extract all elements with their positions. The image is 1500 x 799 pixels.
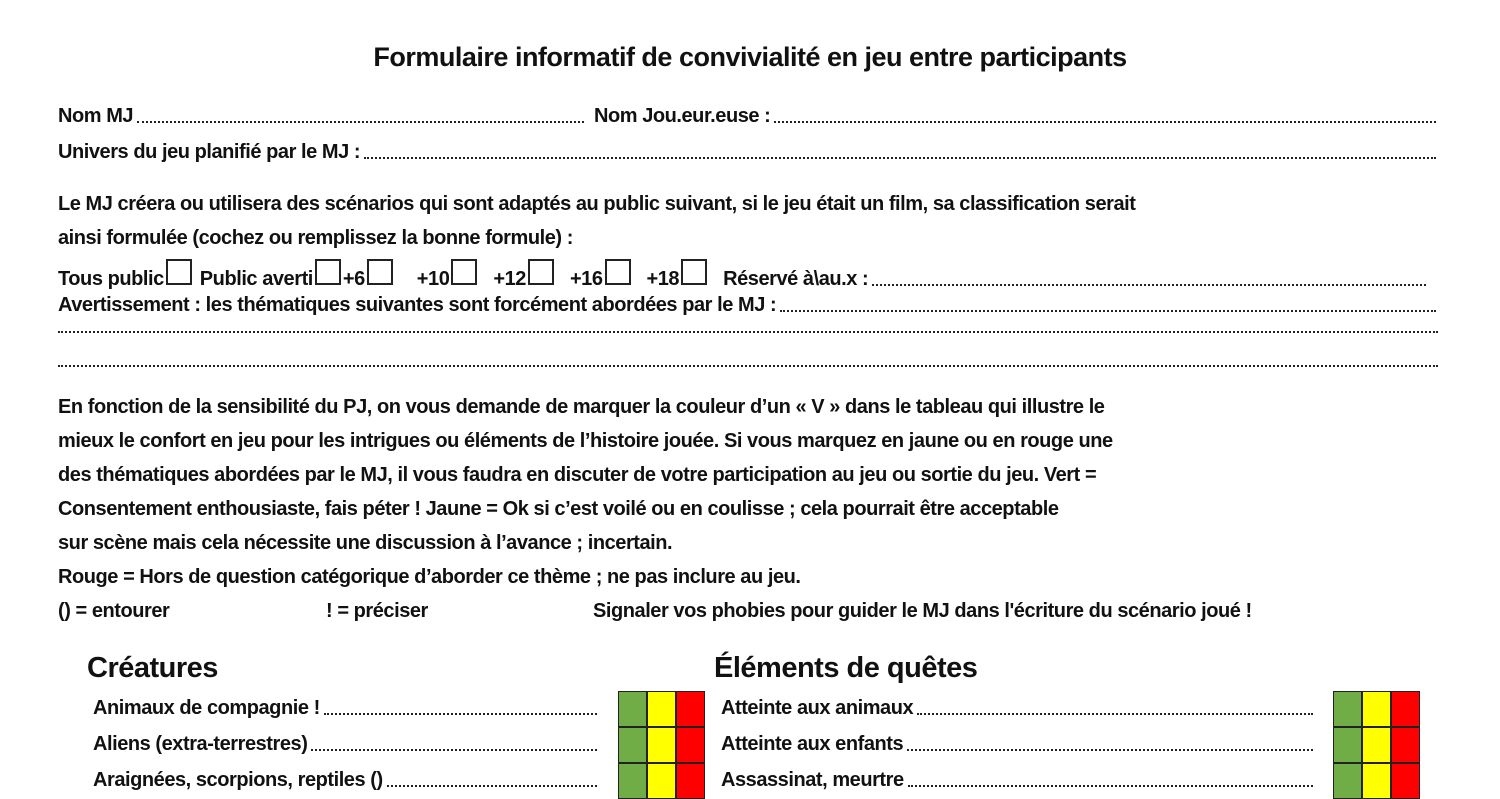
checkbox-plus16[interactable] [605, 259, 631, 285]
univers-field[interactable] [58, 141, 1440, 164]
legend-entourer: () = entourer [58, 600, 170, 622]
yellow-cell[interactable] [647, 691, 676, 727]
theme-label: Assassinat, meurtre [721, 769, 904, 791]
instruction-line: des thématiques abordées par le MJ, il vous faudra en discuter de votre participation au jeu ou sortie du jeu. Vert = [58, 464, 1097, 486]
theme-label: Aliens (extra-terrestres) [93, 733, 308, 755]
rating-label: Tous public [58, 268, 164, 290]
yellow-cell[interactable] [1362, 691, 1391, 727]
rating-label: Public averti [199, 268, 313, 290]
nom-mj-field[interactable] [58, 105, 588, 128]
theme-row [93, 733, 601, 756]
red-cell[interactable] [1391, 691, 1420, 727]
yellow-cell[interactable] [1362, 727, 1391, 763]
legend-phobies: Signaler vos phobies pour guider le MJ dans l'écriture du scénario joué ! [593, 600, 1252, 622]
intro-line: ainsi formulée (cochez ou remplissez la bonne formule) : [58, 227, 573, 249]
yellow-cell[interactable] [647, 727, 676, 763]
rating-label: +10 [416, 268, 450, 290]
avertissement-field[interactable] [58, 294, 1440, 317]
rating-label: +18 [646, 268, 680, 290]
theme-label: Araignées, scorpions, reptiles () [93, 769, 383, 791]
theme-label: Atteinte aux enfants [721, 733, 904, 755]
rating-label: +12 [493, 268, 526, 290]
theme-label: Atteinte aux animaux [721, 697, 914, 719]
instruction-line: En fonction de la sensibilité du PJ, on vous demande de marquer la couleur d’un « V » dans le tableau qui illustre le [58, 396, 1105, 418]
nom-mj-label: Nom MJ [58, 105, 134, 127]
red-cell[interactable] [676, 727, 705, 763]
instruction-line: Rouge = Hors de question catégorique d’aborder ce thème ; ne pas inclure au jeu. [58, 566, 801, 588]
avertissement-line[interactable] [58, 331, 1438, 338]
green-cell[interactable] [618, 763, 647, 799]
theme-row [93, 769, 601, 792]
section-heading-quetes: Éléments de quêtes [714, 652, 978, 684]
instruction-line: mieux le confort en jeu pour les intrigues ou éléments de l’histoire jouée. Si vous marquez en jaune ou en rouge une [58, 430, 1113, 452]
univers-label: Univers du jeu planifié par le MJ : [58, 141, 361, 163]
reserve-label: Réservé à\au.x : [723, 268, 869, 290]
checkbox-public-averti[interactable] [315, 259, 341, 285]
red-cell[interactable] [676, 691, 705, 727]
yellow-cell[interactable] [647, 763, 676, 799]
yellow-cell[interactable] [1362, 763, 1391, 799]
intro-line: Le MJ créera ou utilisera des scénarios qui sont adaptés au public suivant, si le jeu était un film, sa classification serait [58, 193, 1136, 215]
green-cell[interactable] [618, 727, 647, 763]
section-heading-creatures: Créatures [87, 652, 218, 684]
theme-label: Animaux de compagnie ! [93, 697, 320, 719]
checkbox-plus6[interactable] [367, 259, 393, 285]
rating-label: +16 [569, 268, 603, 290]
nom-joueur-label: Nom Jou.eur.euse : [594, 105, 771, 127]
legend-preciser: ! = préciser [326, 600, 428, 622]
page-title: Formulaire informatif de convivialité en jeu entre participants [373, 42, 1127, 72]
instruction-line: sur scène mais cela nécessite une discussion à l’avance ; incertain. [58, 532, 673, 554]
rating-label: +6 [342, 268, 365, 290]
avertissement-line[interactable] [58, 365, 1438, 372]
ratings-row [58, 259, 1430, 291]
checkbox-plus18[interactable] [681, 259, 707, 285]
nom-joueur-field[interactable] [594, 105, 1440, 128]
theme-row [721, 697, 1317, 720]
red-cell[interactable] [1391, 727, 1420, 763]
checkbox-plus10[interactable] [451, 259, 477, 285]
theme-row [721, 733, 1317, 756]
red-cell[interactable] [1391, 763, 1420, 799]
instruction-line: Consentement enthousiaste, fais péter ! Jaune = Ok si c’est voilé ou en coulisse ; cela pourrait être acceptable [58, 498, 1059, 520]
theme-row [721, 769, 1317, 792]
theme-row [93, 697, 601, 720]
green-cell[interactable] [1333, 763, 1362, 799]
green-cell[interactable] [1333, 691, 1362, 727]
green-cell[interactable] [618, 691, 647, 727]
reserve-field[interactable] [872, 284, 1426, 286]
avertissement-label: Avertissement : les thématiques suivantes sont forcément abordées par le MJ : [58, 294, 777, 316]
checkbox-plus12[interactable] [528, 259, 554, 285]
red-cell[interactable] [676, 763, 705, 799]
green-cell[interactable] [1333, 727, 1362, 763]
checkbox-tous-public[interactable] [166, 259, 192, 285]
